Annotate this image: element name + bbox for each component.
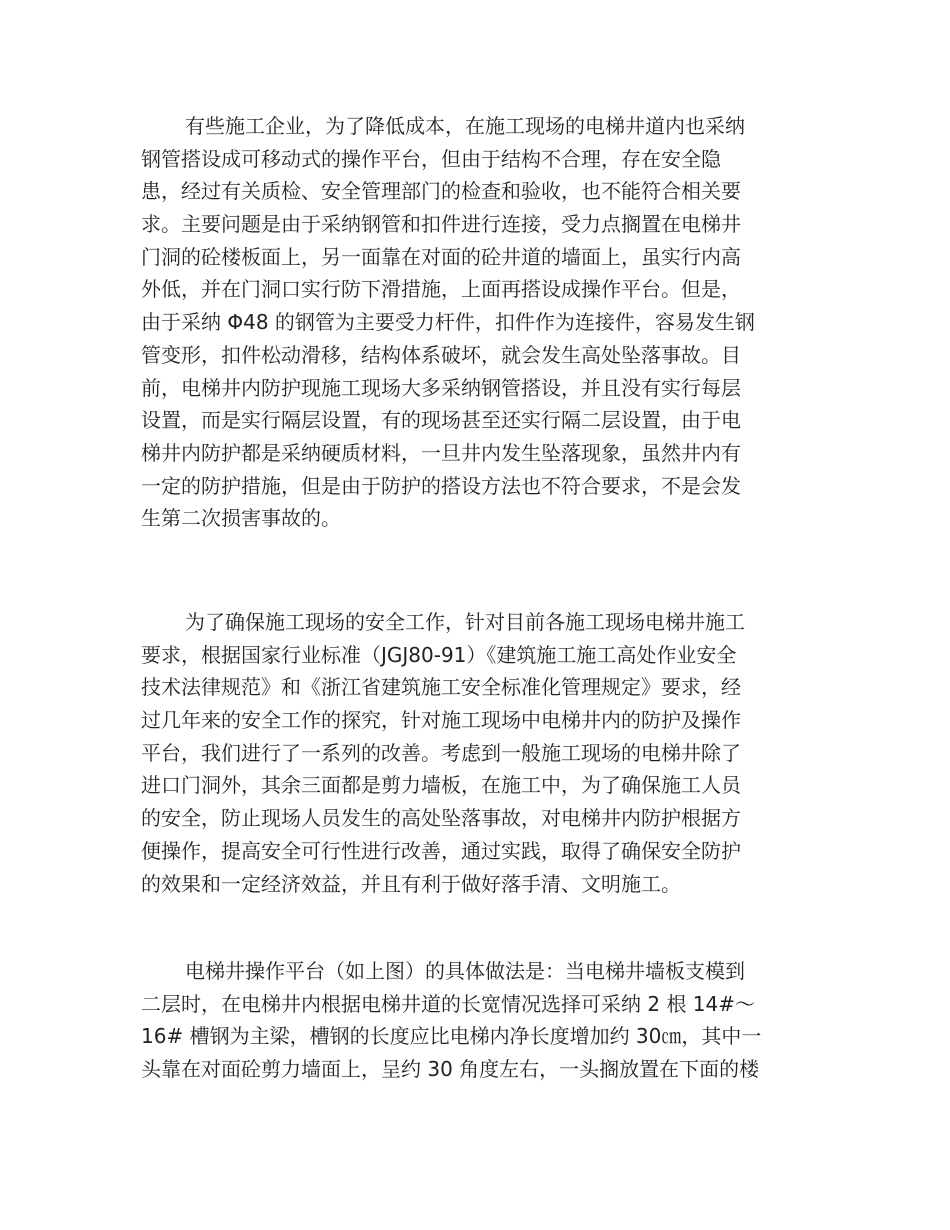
text-line: 二层时，在电梯井内根据电梯井道的长宽情况选择可采纳 2 根 14#～ <box>141 991 756 1016</box>
text-line: 有些施工企业，为了降低成本，在施工现场的电梯井道内也采纳 <box>185 114 745 138</box>
text-line: 电梯井操作平台（如上图）的具体做法是：当电梯井墙板支模到 <box>185 959 745 983</box>
text-line: 要求，根据国家行业标准（JGJ80-91）《建筑施工施工高处作业安全 <box>141 642 737 667</box>
text-line: 头靠在对面砼剪力墙面上，呈约 30 角度左右，一头搁放置在下面的楼 <box>141 1057 760 1082</box>
text-line: 生第二次损害事故的。 <box>141 506 341 531</box>
text-line: 设置，而是实行隔层设置，有的现场甚至还实行隔二层设置，由于电 <box>141 408 741 433</box>
text-line: 便操作，提高安全可行性进行改善，通过实践，取得了确保安全防护 <box>141 838 741 863</box>
text-line: 进口门洞外，其余三面都是剪力墙板，在施工中，为了确保施工人员 <box>141 773 741 798</box>
text-line: 门洞的砼楼板面上，另一面靠在对面的砼井道的墙面上，虽实行内高 <box>141 244 741 269</box>
text-line: 管变形，扣件松动滑移，结构体系破坏，就会发生高处坠落事故。目 <box>141 342 741 367</box>
text-line: 平台，我们进行了一系列的改善。考虑到一般施工现场的电梯井除了 <box>141 740 741 765</box>
text-line: 的安全，防止现场人员发生的高处坠落事故，对电梯井内防护根据方 <box>141 806 741 831</box>
text-line: 患，经过有关质检、安全管理部门的检查和验收，也不能符合相关要 <box>141 179 741 204</box>
text-line: 外低，并在门洞口实行防下滑措施，上面再搭设成操作平台。但是， <box>141 277 741 302</box>
text-line: 梯井内防护都是采纳硬质材料，一旦井内发生坠落现象，虽然井内有 <box>141 440 741 465</box>
text-line: 16# 槽钢为主梁，槽钢的长度应比电梯内净长度增加约 30㎝，其中一 <box>141 1024 762 1049</box>
paragraph-2 <box>141 606 821 900</box>
text-line: 的效果和一定经济效益，并且有利于做好落手清、文明施工。 <box>141 871 681 896</box>
text-line: 为了确保施工现场的安全工作，针对目前各施工现场电梯井施工 <box>185 610 745 634</box>
paragraph-3 <box>141 955 821 1086</box>
text-line: 由于采纳 Φ48 的钢管为主要受力杆件，扣件作为连接件，容易发生钢 <box>141 310 755 335</box>
paragraph-1 <box>141 110 821 535</box>
text-line: 钢管搭设成可移动式的操作平台，但由于结构不合理，存在安全隐 <box>141 146 721 171</box>
text-line: 过几年来的安全工作的探究，针对施工现场中电梯井内的防护及操作 <box>141 708 741 733</box>
text-line: 前，电梯井内防护现施工现场大多采纳钢管搭设，并且没有实行每层 <box>141 375 741 400</box>
text-line: 求。主要问题是由于采纳钢管和扣件进行连接，受力点搁置在电梯井 <box>141 212 741 237</box>
text-line: 一定的防护措施，但是由于防护的搭设方法也不符合要求，不是会发 <box>141 473 741 498</box>
text-line: 技术法律规范》和《浙江省建筑施工安全标准化管理规定》要求，经 <box>141 675 741 700</box>
